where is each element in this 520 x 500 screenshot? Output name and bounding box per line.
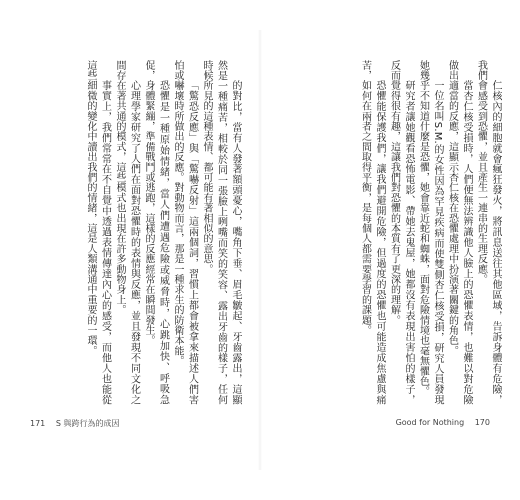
paragraph: 研究者讓她觀看恐怖電影、帶她去鬼屋，她都沒有表現出害怕的樣子，反而覺得很有趣，這讓我們對恐懼的本質有了更深的理解。: [388, 60, 414, 405]
running-head: Good for Nothing: [395, 418, 465, 427]
paragraph: 恐懼是一種原始情緒，當人們遭遇危險或威脅時，心跳加快、呼吸急促，身體緊繃，準備戰鬥或逃跑，這樣的反應經常在瞬間發生。: [143, 60, 169, 405]
paragraph: 仁核內的細胞就會瘋狂發火，將訊息送往其他區域，告訴身體有危險，我們會感受到恐懼，並且產生一連串的生理反應。: [475, 60, 501, 405]
paragraph: 一位名叫S.M.的女性因為罕見疾病而使雙側杏仁核受損，研究人員發現她幾乎不知道什麼是恐懼，她會靠近蛇和蜘蛛，面對危險情境也毫無懼色。: [417, 60, 443, 405]
paragraph: 的對比，當有人發著額頭憂心，嘴角下垂、眉毛皺起、牙齒露出，這顯然是一種痛苦，相較於同一張臉上咧嘴而笑的笑容、露出牙齒的樣子，任何時候所見的這種表情、都可能有著相似的意思。: [201, 60, 241, 405]
left-page: [0, 0, 258, 500]
right-page-body: [288, 60, 502, 405]
left-page-body: [30, 60, 242, 405]
right-page-footer: [396, 418, 490, 427]
paragraph: 事實上，我們常常在不自覺中透過表情傳達內心的感受，而他人也能從這些細微的變化中讀出我們的情緒，這是人類溝通中重要的一環。: [85, 60, 111, 405]
left-page-footer: [30, 418, 127, 429]
paragraph: 心理學家研究了人們在面對恐懼時的表情與反應，並且發現不同文化之間存在著共通的模式，這些模式也出現在許多動物身上。: [114, 60, 140, 405]
page-number: 171: [30, 419, 46, 428]
running-head: S 與跨行為的成因: [55, 419, 120, 428]
right-page: [262, 0, 520, 500]
paragraph: 「驚恐反應」與「驚嚇反射」這兩個詞，習慣上都會被拿來描述人們害怕或嚇壞時所做出的反應。對動物而言，那是一種求生的防衛本能。: [172, 60, 198, 405]
paragraph: 恐懼能保護我們，讓我們避開危險，但過度的恐懼也可能造成焦慮與痛苦，如何在兩者之間取得平衡，是每個人都需要學習的課題。: [359, 60, 385, 405]
page-number: 170: [474, 418, 490, 427]
paragraph: 當杏仁核受損時，人們便無法辨識他人臉上的恐懼表情，也難以對危險做出適當的反應，這顯示杏仁核在恐懼處理中扮演著關鍵的角色。: [446, 60, 472, 405]
